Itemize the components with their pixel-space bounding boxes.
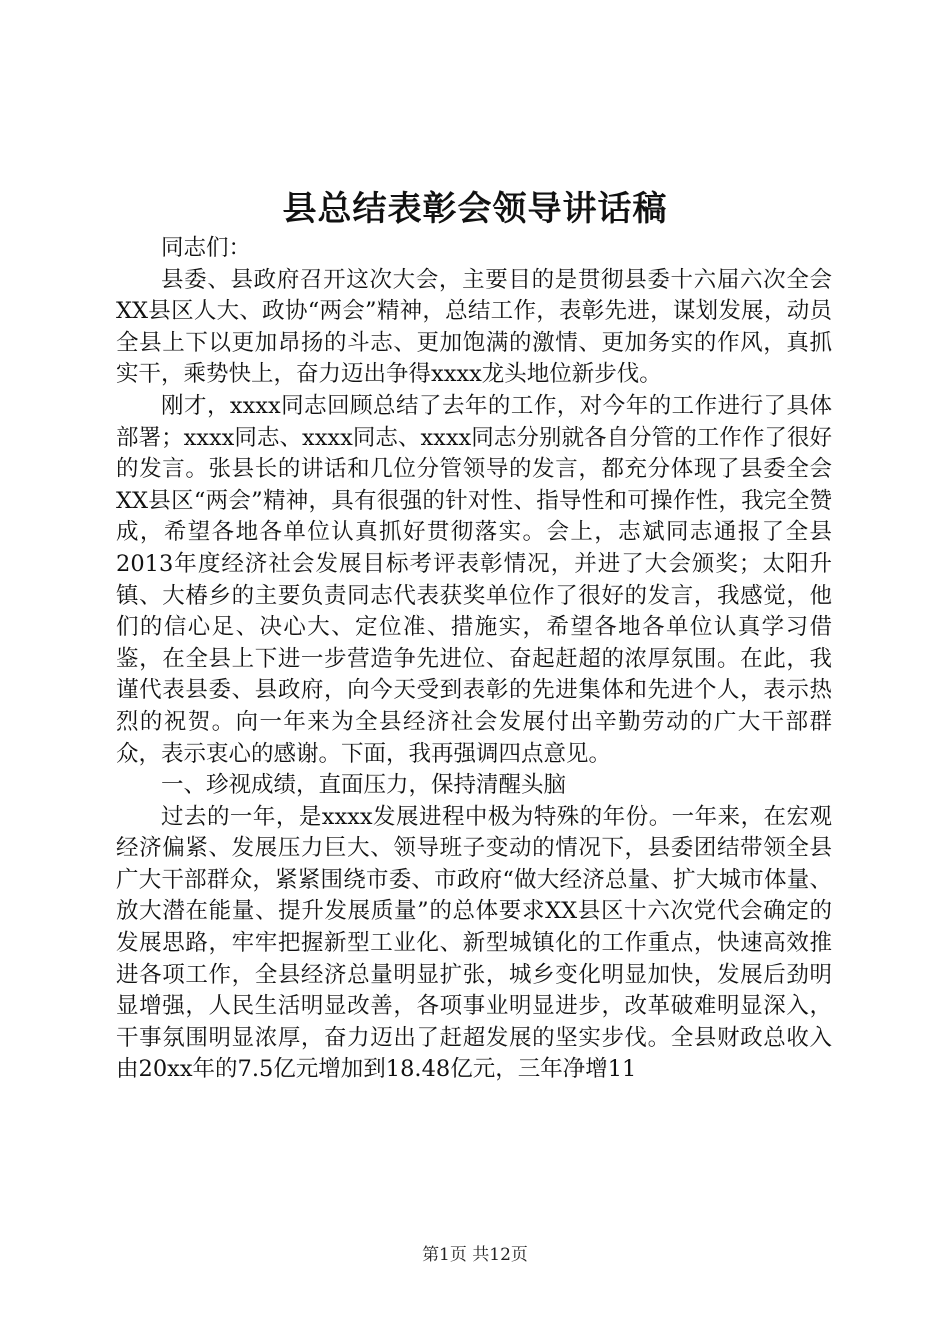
paragraph-3: 过去的一年，是xxxx发展进程中极为特殊的年份。一年来，在宏观经济偏紧、发展压力巨大、领导班子变动的情况下，县委团结带领全县广大干部群众，紧紧围绕市委、市政府“做大经济总量、扩大城市体量、放大潜在能量、提升发展质量”的总体要求XX县区十六次党代会确定的发展思路，牢牢把握新型工业化、新型城镇化的工作重点，快速高效推进各项工作，全县经济总量明显扩张，城乡变化明显加快，发展后劲明显增强，人民生活明显改善，各项事业明显进步，改革破难明显深入，干事氛围明显浓厚，奋力迈出了赶超发展的坚实步伐。全县财政总收入由20xx年的7.5亿元增加到18.48亿元，三年净增11 — [116, 803, 832, 1083]
salutation: 同志们： — [161, 235, 252, 261]
page-footer: 第1页 共12页 — [422, 1245, 528, 1265]
paragraph-2: 刚才，xxxx同志回顾总结了去年的工作，对今年的工作进行了具体部署；xxxx同志、xxxx同志、xxxx同志分别就各自分管的工作作了很好的发言。张县长的讲话和几位分管领导的发言，都充分体现了县委全会XX县区“两会”精神，具有很强的针对性、指导性和可操作性，我完全赞成，希望各地各单位认真抓好贯彻落实。会上，志斌同志通报了全县2013年度经济社会发展目标考评表彰情况，并进了大会颁奖；太阳升镇、大椿乡的主要负责同志代表获奖单位作了很好的发言，我感觉，他们的信心足、决心大、定位准、措施实，希望各地各单位认真学习借鉴，在全县上下进一步营造争先进位、奋起赶超的浓厚氛围。在此，我谨代表县委、县政府，向今天受到表彰的先进集体和先进个人，表示热烈的祝贺。向一年来为全县经济社会发展付出辛勤劳动的广大干部群众，表示衷心的感谢。下面，我再强调四点意见。 — [116, 392, 832, 767]
section-heading-1: 一、珍视成绩，直面压力，保持清醒头脑 — [161, 772, 567, 799]
document-body — [116, 233, 832, 1086]
document-title: 县总结表彰会领导讲话稿 — [282, 189, 668, 229]
paragraph-1: 县委、县政府召开这次大会，主要目的是贯彻县委十六届六次全会XX县区人大、政协“两会”精神，总结工作，表彰先进，谋划发展，动员全县上下以更加昂扬的斗志、更加饱满的激情、更加务实的作风，真抓实干，乘势快上，奋力迈出争得xxxx龙头地位新步伐。 — [116, 266, 832, 388]
